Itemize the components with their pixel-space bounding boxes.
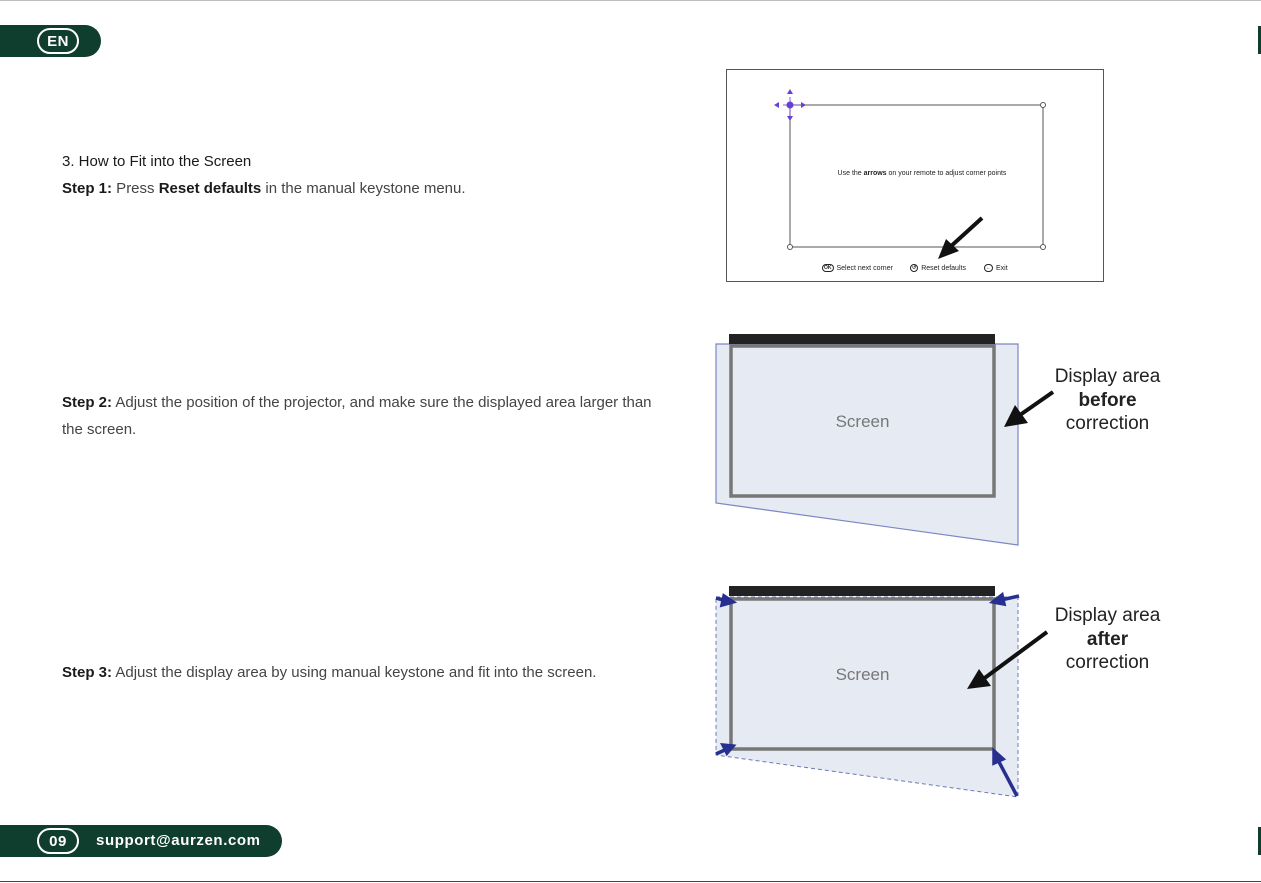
- reset-defaults-hint: ↺ Reset defaults: [912, 264, 966, 272]
- keystone-instruction: Use the arrows on your remote to adjust corner points: [837, 170, 1007, 177]
- back-icon: ←: [986, 265, 991, 271]
- page-number: 09: [37, 828, 79, 854]
- support-email[interactable]: support@aurzen.com: [96, 832, 261, 849]
- language-code: EN: [37, 28, 79, 54]
- screen-top-bar: [729, 334, 995, 344]
- section-heading: 3. How to Fit into the Screen: [62, 153, 252, 170]
- reset-icon: ↺: [912, 265, 917, 271]
- screen-top-bar: [729, 586, 995, 596]
- step-3-label: Step 3:: [62, 664, 113, 681]
- step-1-label: Step 1:: [62, 180, 113, 197]
- footer-badge: [0, 825, 282, 857]
- screen-label-before: Screen: [835, 412, 890, 431]
- ok-icon: OK: [824, 265, 832, 271]
- select-next-corner-hint: OK Select next corner: [824, 264, 893, 272]
- step-1-text: Step 1: Press Reset defaults in the manual keystone menu.: [62, 180, 466, 197]
- step-2-label: Step 2:: [62, 394, 113, 411]
- caption-before: Display area before correction: [1054, 366, 1161, 434]
- caption-after: Display area after correction: [1054, 605, 1161, 673]
- step-3-text: Step 3: Adjust the display area by using manual keystone and fit into the screen.: [62, 664, 597, 681]
- exit-hint: ← Exit: [986, 264, 1008, 272]
- screen-label-after: Screen: [835, 665, 890, 684]
- step-2-text: Step 2: Adjust the position of the projector, and make sure the displayed area larger than the screen.: [62, 394, 652, 438]
- reset-defaults-term: Reset defaults: [158, 180, 262, 197]
- caption-arrow-before: [1020, 392, 1053, 415]
